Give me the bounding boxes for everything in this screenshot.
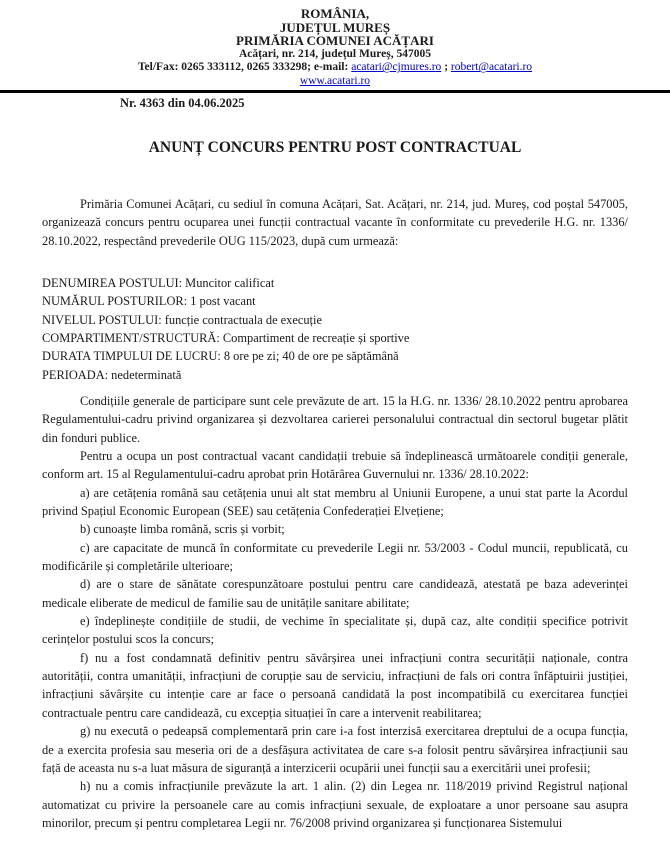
condition-c: c) are capacitate de muncă în conformitate cu prevederile Legii nr. 53/2003 - Codul muncii, republicată, cu modificările și completările ulterioare; <box>42 540 628 574</box>
condition-e: e) îndeplinește condițiile de studii, de vechime în specialitate și, după caz, alte condiții specifice potrivit cerințelor postului scos la concurs; <box>42 614 628 647</box>
letterhead-institution: PRIMĂRIA COMUNEI ACĂȚARI <box>236 33 434 48</box>
condition-h: h) nu a comis infracțiunile prevăzute la art. 1 alin. (2) din Legea nr. 118/2019 privind Registrul național automatizat cu privire la persoanele care au comis infracțiuni sexuale, de exploatare a unor persoane sau asupra minorilor, precum și pentru completarea Legii nr. 76/2008 privind organizarea și funcționarea Sistemului <box>42 779 628 830</box>
detail-position-name: DENUMIREA POSTULUI: Muncitor calificat <box>42 275 275 290</box>
condition-d: d) are o stare de sănătate corespunzătoare postului pentru care candidează, atestată pe baza adeverinței medicale eliberate de medicul de familie sau de unitățile sanitare abilitate; <box>42 577 628 610</box>
condition-g: g) nu execută o pedeapsă complementară prin care i-a fost interzisă exercitarea dreptului de a ocupa funcția, de a exercita profesia sau meseria ori de a desfășura activitatea de care s-a folosit pentru săvârșirea infracțiunii sau față de aceasta nu s-a luat măsura de siguranță a interzicerii ocupării unei funcții sau a exercitării unei profesii; <box>42 724 628 775</box>
conditions-intro-paragraph: Condițiile generale de participare sunt cele prevăzute de art. 15 la H.G. nr. 1336/ 28.10.2022 pentru aprobarea Regulamentului-cadru privind organizarea și dezvoltarea carierei personalului contractual din sectorul bugetar plătit din fonduri publice. <box>42 393 628 445</box>
detail-position-level: NIVELUL POSTULUI: funcție contractuala de execuție <box>42 312 322 327</box>
page-title: ANUNȚ CONCURS PENTRU POST CONTRACTUAL <box>148 138 522 156</box>
email-link-primary[interactable]: acatari@cjmures.ro <box>351 61 442 74</box>
general-conditions <box>42 392 628 832</box>
detail-work-hours: DURATA TIMPULUI DE LUCRU: 8 ore pe zi; 40 de ore pe săptămână <box>42 349 399 364</box>
position-details <box>42 274 628 384</box>
condition-a: a) are cetățenia română sau cetățenia unui alt stat membru al Uniunii Europene, a unui stat parte la Acordul privind Spațiul Economic European (SEE) sau cetățenia Confederației Elvețiene; <box>42 485 628 519</box>
detail-department: COMPARTIMENT/STRUCTURĂ: Compartiment de recreație și sportive <box>42 330 410 345</box>
condition-f: f) nu a fost condamnată definitiv pentru săvârșirea unei infracțiuni contra securității naționale, contra autorității, contra umanității, infracțiuni de corupție sau de serviciu, infracțiuni de fals ori contra înfăptuirii justiției, infracțiuni săvârșite cu intenție care ar face o persoană candidată la post incompatibilă cu exercitarea funcției contractuale pentru care candidează, cu excepția situației în care a intervenit reabilitarea; <box>42 650 628 720</box>
website-link[interactable]: www.acatari.ro <box>299 75 371 88</box>
condition-b: b) cunoaște limba română, scris și vorbit; <box>80 522 285 537</box>
conditions-lead-paragraph: Pentru a ocupa un post contractual vacant candidații trebuie să îndeplinească următoarele condiții generale, conform art. 15 al Regulamentului-cadru aprobat prin Hotărârea Guvernului nr. 1336/ 28.10.2022: <box>42 449 628 482</box>
intro-paragraph: Primăria Comunei Acățari, cu sediul în comuna Acățari, Sat. Acățari, nr. 214, jud. Mureș, cod poștal 547005, organizează concurs pentru ocuparea unei funcții contractual vacante în conformitate cu prevederile H.G. nr. 1336/ 28.10.2022, respectând prevederile OUG 115/2023, după cum urmează: <box>42 196 628 248</box>
email-separator: ; <box>441 61 451 74</box>
detail-position-count: NUMĂRUL POSTURILOR: 1 post vacant <box>42 294 256 309</box>
document-number: Nr. 4363 din 04.06.2025 <box>120 95 245 110</box>
document-body <box>0 195 670 832</box>
contact-prefix: Tel/Fax: 0265 333112, 0265 333298; e-mail: <box>137 61 352 74</box>
letterhead <box>0 0 670 89</box>
email-link-secondary[interactable]: robert@acatari.ro <box>450 61 533 74</box>
letterhead-contact-line <box>0 61 670 75</box>
detail-period: PERIOADA: nedeterminată <box>42 367 182 382</box>
letterhead-address: Acățari, nr. 214, județul Mureș, 547005 <box>239 47 431 60</box>
letterhead-country: ROMÂNIA, <box>300 6 370 21</box>
letterhead-website-line <box>0 75 670 89</box>
letterhead-county: JUDEȚUL MUREȘ <box>279 19 391 35</box>
